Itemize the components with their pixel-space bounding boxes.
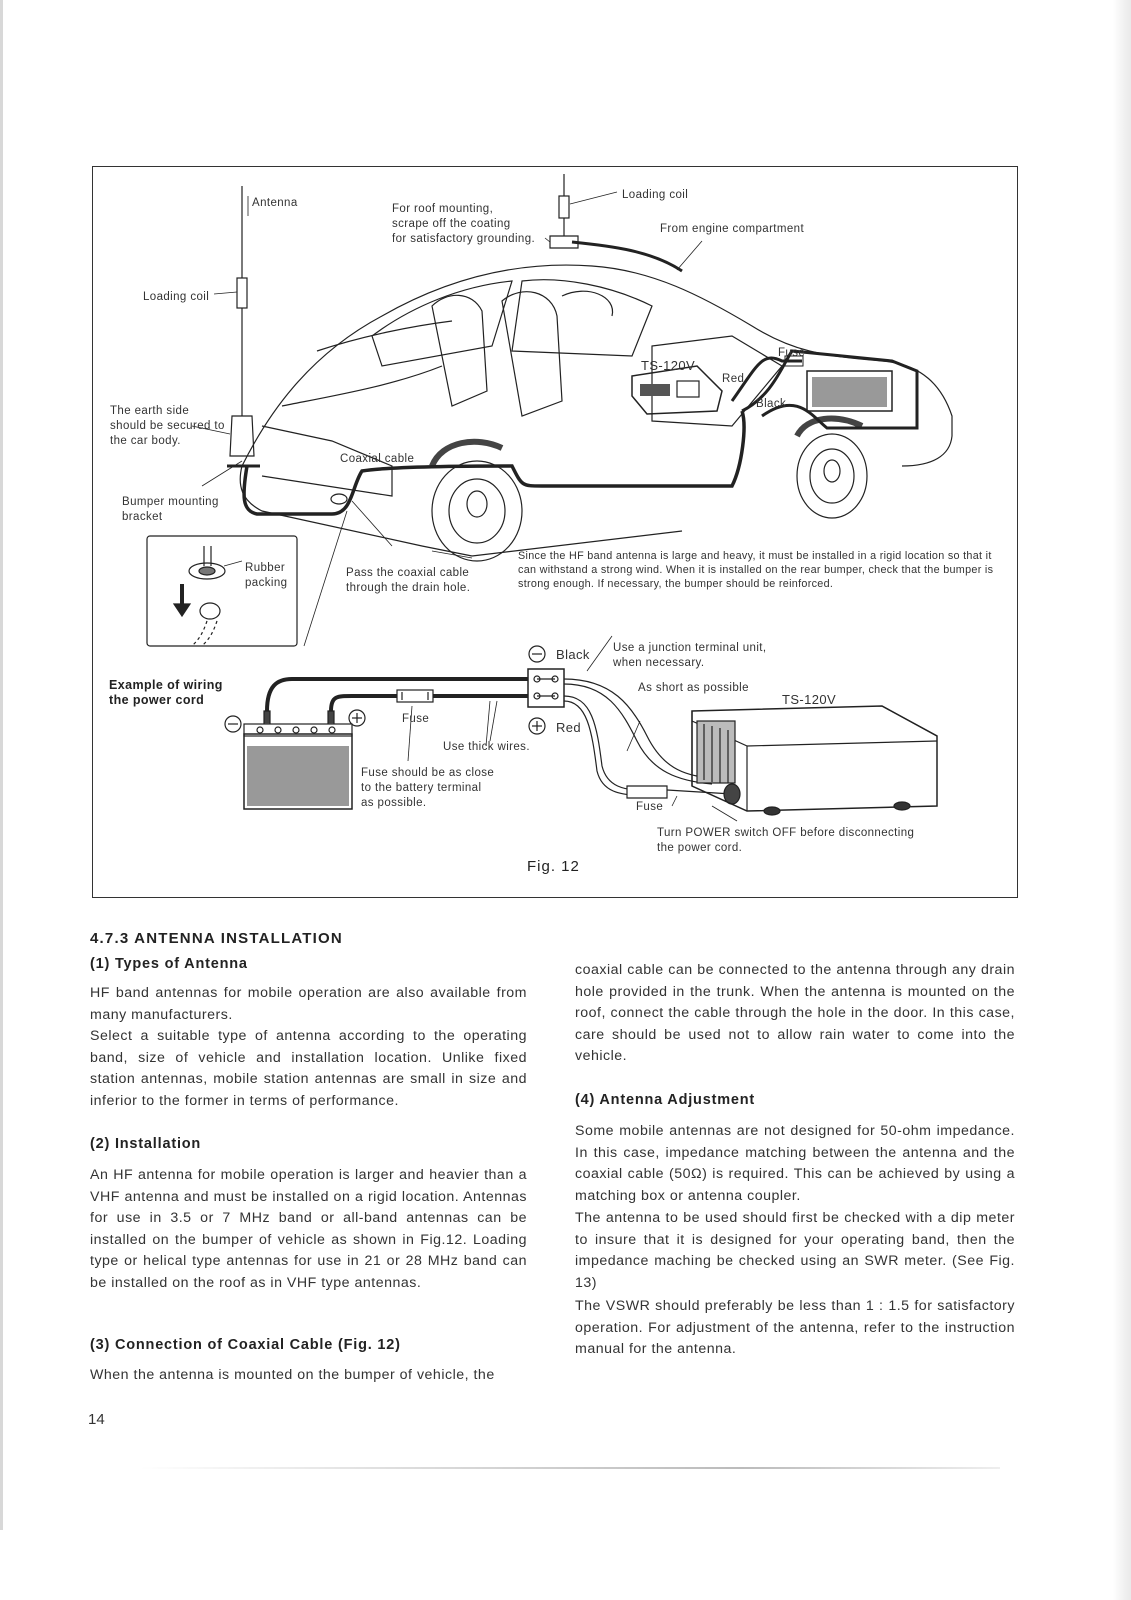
label-red-car: Red [722, 373, 745, 385]
paragraph-coaxial-right: coaxial cable can be connected to the antenna through any drain hole provided in the trunk. When the antenna is mounted on the roof, connect the cable through the hole in the door. In this case, care should be used not to allow rain water to come into the vehicle. [575, 962, 1015, 1065]
label-from-engine: From engine compartment [660, 223, 805, 235]
label-thick-wires: Use thick wires. [443, 741, 530, 753]
label-earth-side: The earth side should be secured to the car body. [110, 405, 225, 447]
label-bumper-bracket: Bumper mounting bracket [122, 496, 219, 523]
label-coaxial-cable: Coaxial cable [340, 453, 415, 465]
paragraph-adjust-2: The antenna to be used should first be checked with a dip meter to insure that it is designed for your operating band, then the impedance maching be checked using an SWR meter. (See Fig. 13) [575, 1210, 1015, 1291]
page-number: 14 [88, 1411, 105, 1428]
label-fuse-battery: Fuse [402, 713, 430, 725]
label-minus-black: Black [556, 647, 590, 662]
label-example-wiring: Example of wiring the power cord [109, 678, 223, 707]
paragraph-types-1: HF band antennas for mobile operation are also available from many manufacturers. [90, 985, 527, 1023]
figure-caption: Fig. 12 [527, 858, 580, 875]
label-fuse-car: Fuse [778, 347, 806, 359]
label-hf-note: Since the HF band antenna is large and heavy, it must be installed in a rigid location so that it can withstand a strong wind. When it is installed on the rear bumper, check that the bumper is strong enough. If necessary, the bumper should be reinforced. [518, 550, 994, 590]
paragraph-types-2: Select a suitable type of antenna according to the operating band, size of vehicle and installation location. Unlike fixed station antennas, mobile station antennas are small in size and inferior to the former in terms of performance. [90, 1028, 527, 1109]
label-fuse-unit: Fuse [636, 801, 664, 813]
label-plus-red: Red [556, 720, 582, 735]
heading-installation: (2) Installation [90, 1136, 202, 1152]
scan-artifact-line [140, 1467, 1000, 1469]
label-pass-coaxial: Pass the coaxial cable through the drain hole. [346, 567, 471, 594]
label-roof-mounting: For roof mounting, scrape off the coating for satisfactory grounding. [392, 203, 536, 245]
paragraph-coaxial-left: When the antenna is mounted on the bumper of vehicle, the [90, 1367, 495, 1383]
label-junction-unit: Use a junction terminal unit, when necessary. [613, 642, 767, 669]
label-as-short: As short as possible [638, 682, 749, 694]
label-black-car: Black [756, 398, 787, 410]
label-rubber-packing: Rubber packing [245, 562, 288, 589]
paragraph-adjust-1: Some mobile antennas are not designed for 50-ohm impedance. In this case, impedance matching between the antenna and the coaxial cable (50Ω) is required. This can be achieved by using a matching box or antenna coupler. [575, 1123, 1015, 1204]
label-antenna: Antenna [252, 197, 298, 209]
label-loading-coil-left: Loading coil [143, 291, 210, 303]
section-title: 4.7.3 ANTENNA INSTALLATION [90, 930, 343, 947]
scan-margin [1113, 0, 1131, 1600]
label-loading-coil-top: Loading coil [622, 189, 689, 201]
label-turn-power: Turn POWER switch OFF before disconnecting the power cord. [657, 827, 915, 854]
figure-12-illustration [92, 166, 1018, 898]
label-ts120v-car: TS-120V [641, 358, 696, 373]
page-edge [0, 0, 3, 1530]
paragraph-installation: An HF antenna for mobile operation is larger and heavier than a VHF antenna and must be installed on a rigid location. Antennas for use in 3.5 or 7 MHz band or all-band antennas can be installed on the bumper of vehicle as shown in Fig.12. Loading type or helical type antennas for use in 21 or 28 MHz band can be installed on the roof as in VHF type antennas. [90, 1167, 527, 1291]
heading-coaxial-connection: (3) Connection of Coaxial Cable (Fig. 12) [90, 1337, 401, 1353]
heading-types-of-antenna: (1) Types of Antenna [90, 956, 248, 972]
paragraph-adjust-3: The VSWR should preferably be less than 1 : 1.5 for satisfactory operation. For adjustment of the antenna, refer to the instruction manual for the antenna. [575, 1298, 1015, 1358]
heading-antenna-adjustment: (4) Antenna Adjustment [575, 1092, 756, 1108]
label-ts120v-unit: TS-120V [782, 692, 837, 707]
label-fuse-close: Fuse should be as close to the battery terminal as possible. [361, 767, 495, 809]
